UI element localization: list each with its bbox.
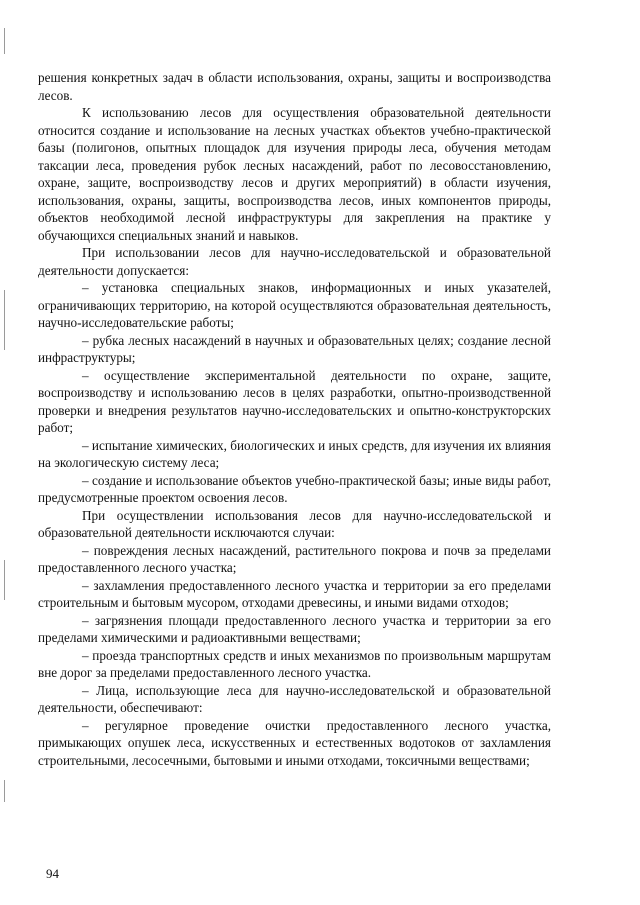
scan-edge-mark [4, 560, 5, 600]
scan-edge-mark [4, 290, 5, 350]
scan-edge-mark [4, 28, 5, 54]
paragraph: К использованию лесов для осуществления образовательной деятельности относится создание и использование на лесных участках объектов учебно-практической базы (полигонов, опытных площадок для изучения природы леса, обучения методам таксации леса, проведения рубок лесных насаждений, работ по лесовосстановлению, охране, защите, воспроизводству лесов и других мероприятий) в области изучения, использования, охраны, защиты, воспроизводства лесов, иных компонентов природы, объектов необходимой лесной инфраструктуры для закрепления на практике у обучающихся специальных знаний и навыков. [38, 105, 551, 243]
list-item: – загрязнения площади предоставленного лесного участка и территории за его пределами химическими и радиоактивными веществами; [38, 612, 551, 645]
scan-edge-mark [4, 780, 5, 802]
list-item: – создание и использование объектов учебно-практической базы; иные виды работ, предусмотренные проектом освоения лесов. [38, 472, 551, 505]
body-text [38, 69, 551, 769]
list-item: – осуществление экспериментальной деятельности по охране, защите, воспроизводству и использованию лесов в целях разработки, опытно-производственной проверки и внедрения результатов научно-исследовательских и опытно-конструкторских работ; [38, 367, 551, 435]
list-item: – повреждения лесных насаждений, растительного покрова и почв за пределами предоставленного лесного участка; [38, 542, 551, 575]
page-number: 94 [46, 866, 59, 881]
list-item: – испытание химических, биологических и иных средств, для изучения их влияния на экологическую систему леса; [38, 437, 551, 470]
list-item: – проезда транспортных средств и иных механизмов по произвольным маршрутам вне дорог за пределами предоставленного лесного участка. [38, 647, 551, 680]
paragraph: решения конкретных задач в области использования, охраны, защиты и воспроизводства лесов. [38, 70, 551, 103]
list-item: – установка специальных знаков, информационных и иных указателей, ограничивающих территорию, на которой осуществляются образовательная деятельность, научно-исследовательские работы; [38, 280, 551, 330]
list-item: – рубка лесных насаждений в научных и образовательных целях; создание лесной инфраструктуры; [38, 332, 551, 365]
paragraph: При использовании лесов для научно-исследовательской и образовательной деятельности допускается: [38, 245, 551, 278]
list-item: – захламления предоставленного лесного участка и территории за его пределами строительным и бытовым мусором, отходами древесины, и иными видами отходов; [38, 577, 551, 610]
list-item: – регулярное проведение очистки предоставленного лесного участка, примыкающих опушек леса, искусственных и естественных водотоков от захламления строительными, лесосечными, бытовыми и иными отходами, токсичными веществами; [38, 717, 551, 768]
paragraph: – Лица, использующие леса для научно-исследовательской и образовательной деятельности, обеспечивают: [38, 682, 551, 715]
paragraph: При осуществлении использования лесов для научно-исследовательской и образовательной деятельности исключаются случаи: [38, 507, 551, 540]
